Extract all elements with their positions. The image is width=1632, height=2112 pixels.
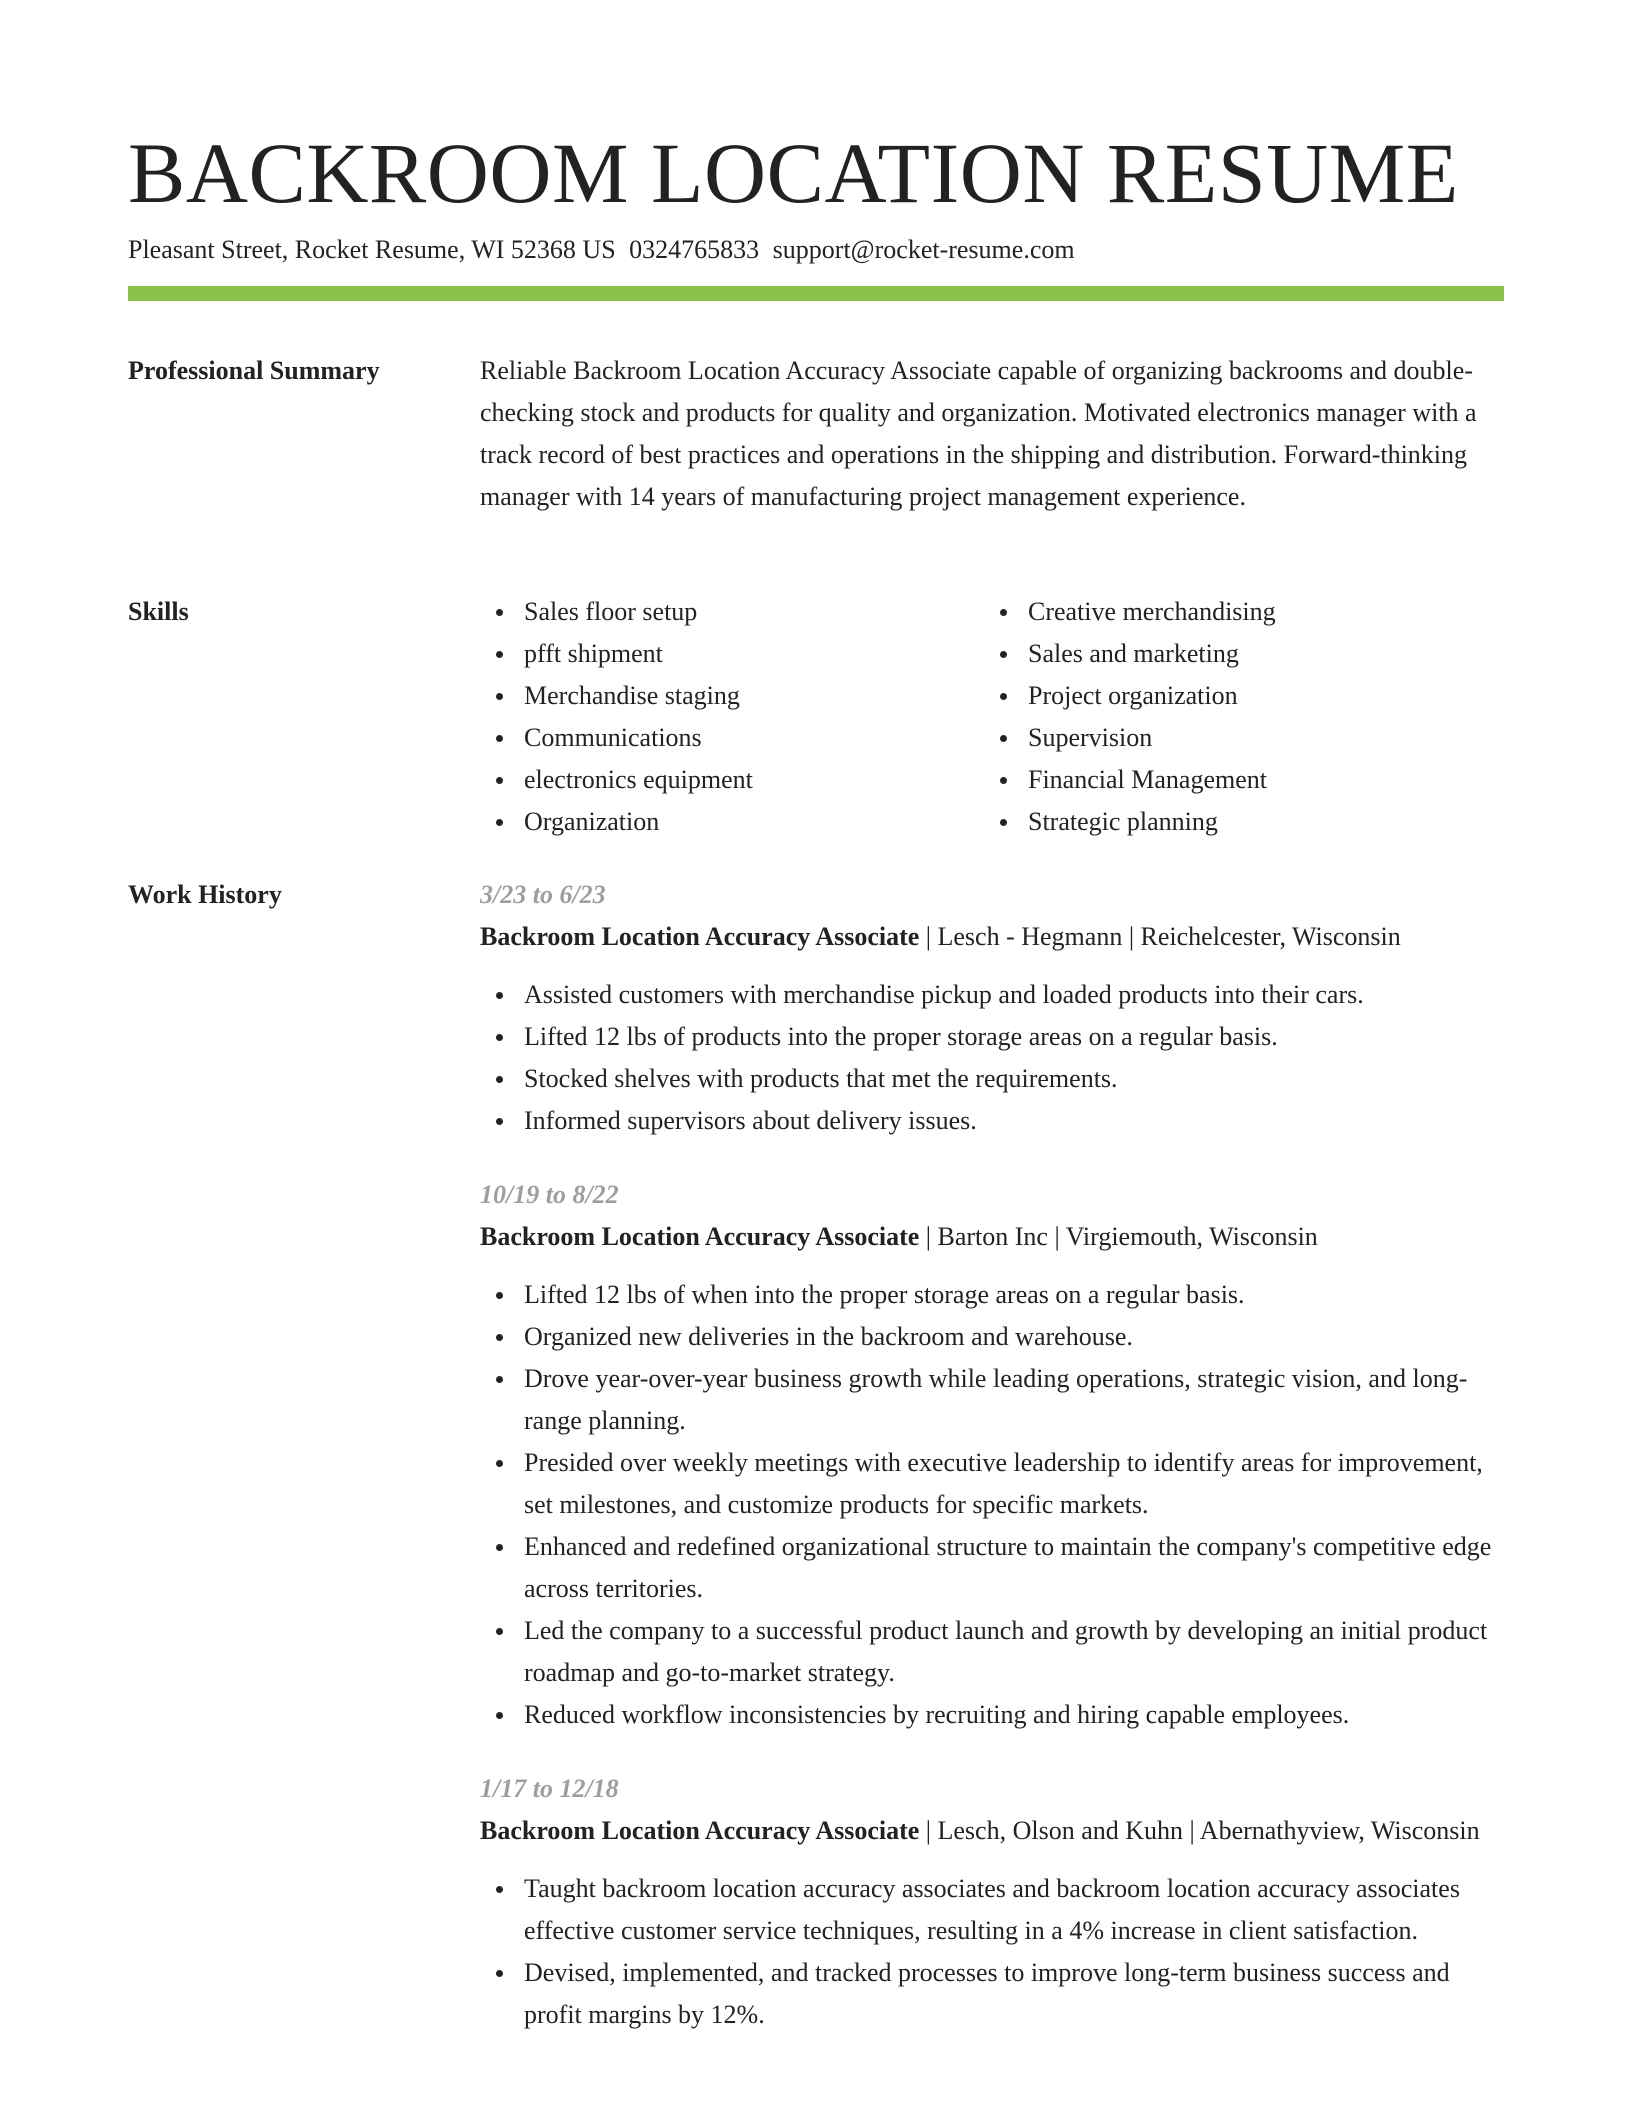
job-bullet: Informed supervisors about delivery issues. bbox=[524, 1100, 1504, 1142]
job-entry bbox=[480, 1174, 1504, 1736]
job-bullet: Devised, implemented, and tracked processes to improve long-term business success and profit margins by 12%. bbox=[524, 1952, 1504, 2036]
job-details: | Barton Inc | Virgiemouth, Wisconsin bbox=[919, 1222, 1318, 1251]
job-heading bbox=[480, 1810, 1504, 1852]
contact-line bbox=[128, 232, 1075, 268]
skill-item: Organization bbox=[524, 801, 984, 843]
job-bullet: Enhanced and redefined organizational structure to maintain the company's competitive edge across territories. bbox=[524, 1526, 1504, 1610]
skill-item: Merchandise staging bbox=[524, 675, 984, 717]
address: Pleasant Street, Rocket Resume, WI 52368 US bbox=[128, 235, 616, 264]
skill-item: pfft shipment bbox=[524, 633, 984, 675]
job-entry bbox=[480, 1768, 1504, 2036]
job-bullet: Lifted 12 lbs of when into the proper storage areas on a regular basis. bbox=[524, 1274, 1504, 1316]
work-history-body bbox=[480, 874, 1504, 2068]
job-title: Backroom Location Accuracy Associate bbox=[480, 922, 920, 951]
skill-item: Financial Management bbox=[1028, 759, 1488, 801]
job-bullet: Lifted 12 lbs of products into the proper storage areas on a regular basis. bbox=[524, 1016, 1504, 1058]
job-bullets bbox=[480, 1868, 1504, 2036]
job-heading bbox=[480, 916, 1504, 958]
job-bullet: Presided over weekly meetings with executive leadership to identify areas for improvement, set milestones, and customize products for specific markets. bbox=[524, 1442, 1504, 1526]
job-bullet: Organized new deliveries in the backroom and warehouse. bbox=[524, 1316, 1504, 1358]
job-entry bbox=[480, 874, 1504, 1142]
job-bullet: Assisted customers with merchandise pickup and loaded products into their cars. bbox=[524, 974, 1504, 1016]
email: support@rocket-resume.com bbox=[772, 235, 1075, 264]
skills-heading: Skills bbox=[128, 597, 189, 626]
job-dates: 1/17 to 12/18 bbox=[480, 1774, 619, 1803]
job-title: Backroom Location Accuracy Associate bbox=[480, 1816, 920, 1845]
job-bullets bbox=[480, 1274, 1504, 1736]
skill-item: Supervision bbox=[1028, 717, 1488, 759]
skills-body bbox=[480, 591, 1504, 843]
summary-heading: Professional Summary bbox=[128, 356, 380, 385]
skill-item: Communications bbox=[524, 717, 984, 759]
skill-item: Project organization bbox=[1028, 675, 1488, 717]
job-details: | Lesch - Hegmann | Reichelcester, Wisconsin bbox=[919, 922, 1401, 951]
resume-title: BACKROOM LOCATION RESUME bbox=[128, 125, 1459, 221]
job-dates: 10/19 to 8/22 bbox=[480, 1180, 619, 1209]
job-bullet: Drove year-over-year business growth while leading operations, strategic vision, and long-range planning. bbox=[524, 1358, 1504, 1442]
job-bullet: Stocked shelves with products that met the requirements. bbox=[524, 1058, 1504, 1100]
skills-list-right bbox=[984, 591, 1488, 843]
summary-body bbox=[480, 350, 1504, 518]
skill-item: Strategic planning bbox=[1028, 801, 1488, 843]
job-title: Backroom Location Accuracy Associate bbox=[480, 1222, 920, 1251]
skill-item: Sales floor setup bbox=[524, 591, 984, 633]
accent-divider bbox=[128, 286, 1504, 301]
job-details: | Lesch, Olson and Kuhn | Abernathyview, Wisconsin bbox=[919, 1816, 1480, 1845]
job-heading bbox=[480, 1216, 1504, 1258]
skills-list-left bbox=[480, 591, 984, 843]
job-dates: 3/23 to 6/23 bbox=[480, 880, 606, 909]
skill-item: Creative merchandising bbox=[1028, 591, 1488, 633]
work-history-heading: Work History bbox=[128, 880, 282, 909]
job-bullets bbox=[480, 974, 1504, 1142]
skill-item: electronics equipment bbox=[524, 759, 984, 801]
job-bullet: Reduced workflow inconsistencies by recruiting and hiring capable employees. bbox=[524, 1694, 1504, 1736]
job-bullet: Led the company to a successful product launch and growth by developing an initial product roadmap and go-to-market strategy. bbox=[524, 1610, 1504, 1694]
phone: 0324765833 bbox=[629, 235, 760, 264]
skill-item: Sales and marketing bbox=[1028, 633, 1488, 675]
summary-text: Reliable Backroom Location Accuracy Associate capable of organizing backrooms and double-checking stock and products for quality and organization. Motivated electronics manager with a track record of best practices and operations in the shipping and distribution. Forward-thinking manager with 14 years of manufacturing project management experience. bbox=[480, 356, 1477, 511]
job-bullet: Taught backroom location accuracy associates and backroom location accuracy associates effective customer service techniques, resulting in a 4% increase in client satisfaction. bbox=[524, 1868, 1504, 1952]
